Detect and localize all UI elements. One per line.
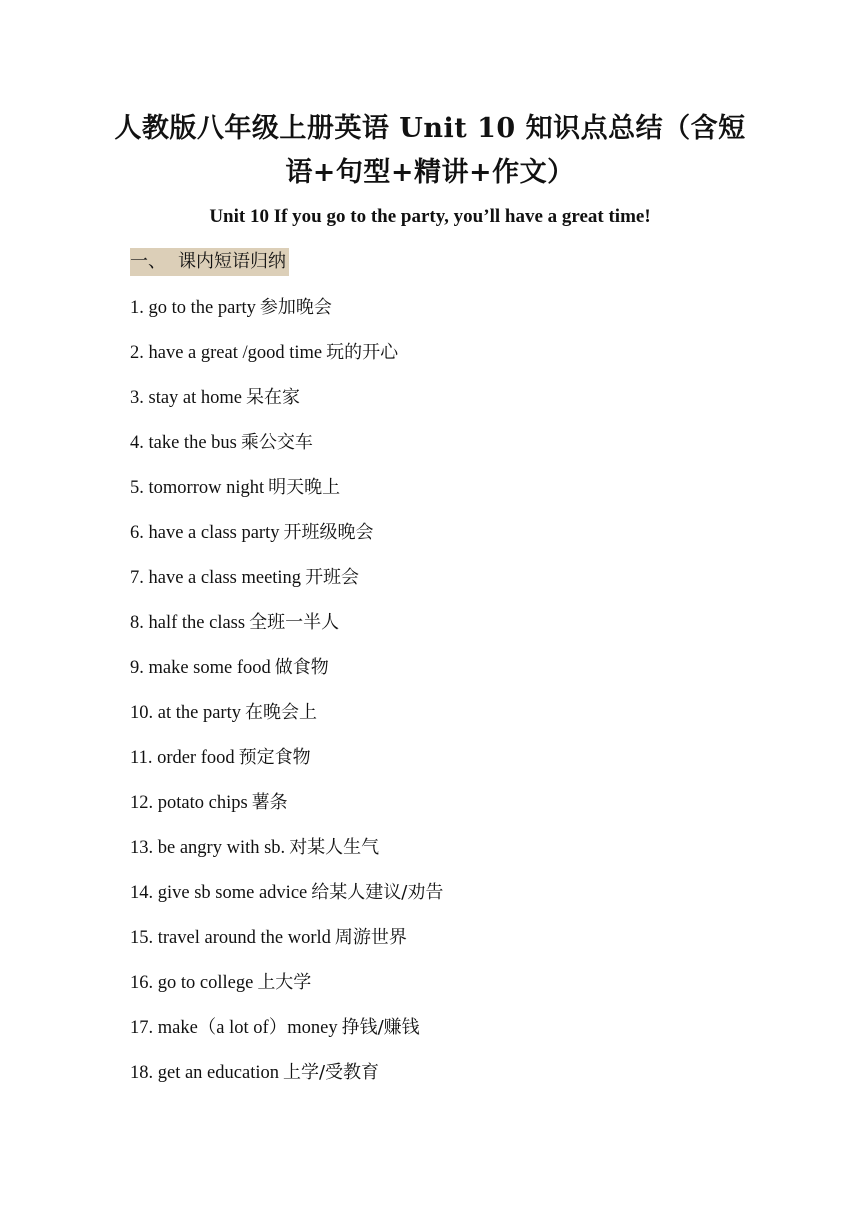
phrase-english: 4. take the bus	[130, 433, 237, 453]
phrase-chinese: 做食物	[274, 657, 329, 678]
phrase-english: 12. potato chips	[130, 793, 248, 813]
phrase-chinese: 开班会	[305, 567, 360, 588]
section-heading-text: 课内短语归纳	[178, 251, 286, 272]
phrase-item	[130, 1013, 770, 1058]
phrase-item	[130, 878, 770, 923]
phrase-item	[130, 428, 770, 473]
phrase-english: 14. give sb some advice	[130, 883, 308, 903]
phrase-item	[130, 563, 770, 608]
phrase-english: 7. have a class meeting	[130, 568, 302, 588]
phrase-chinese: 在晚会上	[244, 702, 317, 723]
phrase-chinese: 明天晚上	[268, 477, 341, 498]
phrase-english: 18. get an education	[130, 1063, 279, 1083]
phrase-chinese: 上学/受教育	[282, 1062, 380, 1083]
section-heading-phrases	[130, 248, 289, 276]
phrase-english: 16. go to college	[130, 973, 254, 993]
phrase-item	[130, 338, 770, 383]
phrase-english: 1. go to the party	[130, 298, 256, 318]
phrase-item	[130, 968, 770, 1013]
phrase-chinese: 玩的开心	[326, 342, 399, 363]
phrase-item	[130, 383, 770, 428]
phrase-english: 9. make some food	[130, 658, 271, 678]
phrase-list	[130, 293, 770, 1103]
phrase-item	[130, 653, 770, 698]
section-number: 一、	[130, 251, 166, 272]
document-title-line-1: 人教版八年级上册英语 Unit 10 知识点总结（含短	[114, 113, 746, 144]
phrase-chinese: 呆在家	[246, 387, 301, 408]
phrase-english: 5. tomorrow night	[130, 478, 265, 498]
phrase-chinese: 参加晚会	[259, 297, 332, 318]
phrase-english: 17. make（a lot of）money	[130, 1018, 338, 1038]
phrase-english: 11. order food	[130, 748, 235, 768]
phrase-english: 10. at the party	[130, 703, 241, 723]
phrase-chinese: 给某人建议/劝告	[311, 882, 444, 903]
phrase-english: 3. stay at home	[130, 388, 243, 408]
phrase-item	[130, 473, 770, 518]
phrase-item	[130, 698, 770, 743]
phrase-english: 2. have a great /good time	[130, 343, 323, 363]
phrase-chinese: 开班级晚会	[283, 522, 374, 543]
phrase-item	[130, 788, 770, 833]
phrase-chinese: 预定食物	[238, 747, 311, 768]
phrase-english: 6. have a class party	[130, 523, 280, 543]
phrase-item	[130, 518, 770, 563]
phrase-item	[130, 608, 770, 653]
phrase-chinese: 对某人生气	[289, 837, 380, 858]
phrase-english: 15. travel around the world	[130, 928, 331, 948]
phrase-item	[130, 743, 770, 788]
phrase-item	[130, 923, 770, 968]
phrase-chinese: 上大学	[257, 972, 312, 993]
phrase-item	[130, 1058, 770, 1103]
phrase-chinese: 周游世界	[334, 927, 407, 948]
phrase-chinese: 薯条	[251, 792, 288, 813]
phrase-item	[130, 833, 770, 878]
document-title-line-2: 语+句型+精讲+作文）	[285, 157, 575, 188]
phrase-item	[130, 293, 770, 338]
unit-subtitle: Unit 10 If you go to the party, you’ll have a great time!	[209, 206, 651, 227]
phrase-chinese: 乘公交车	[240, 432, 313, 453]
phrase-english: 8. half the class	[130, 613, 246, 633]
phrase-english: 13. be angry with sb.	[130, 838, 286, 858]
phrase-chinese: 全班一半人	[249, 612, 340, 633]
phrase-chinese: 挣钱/赚钱	[341, 1017, 420, 1038]
